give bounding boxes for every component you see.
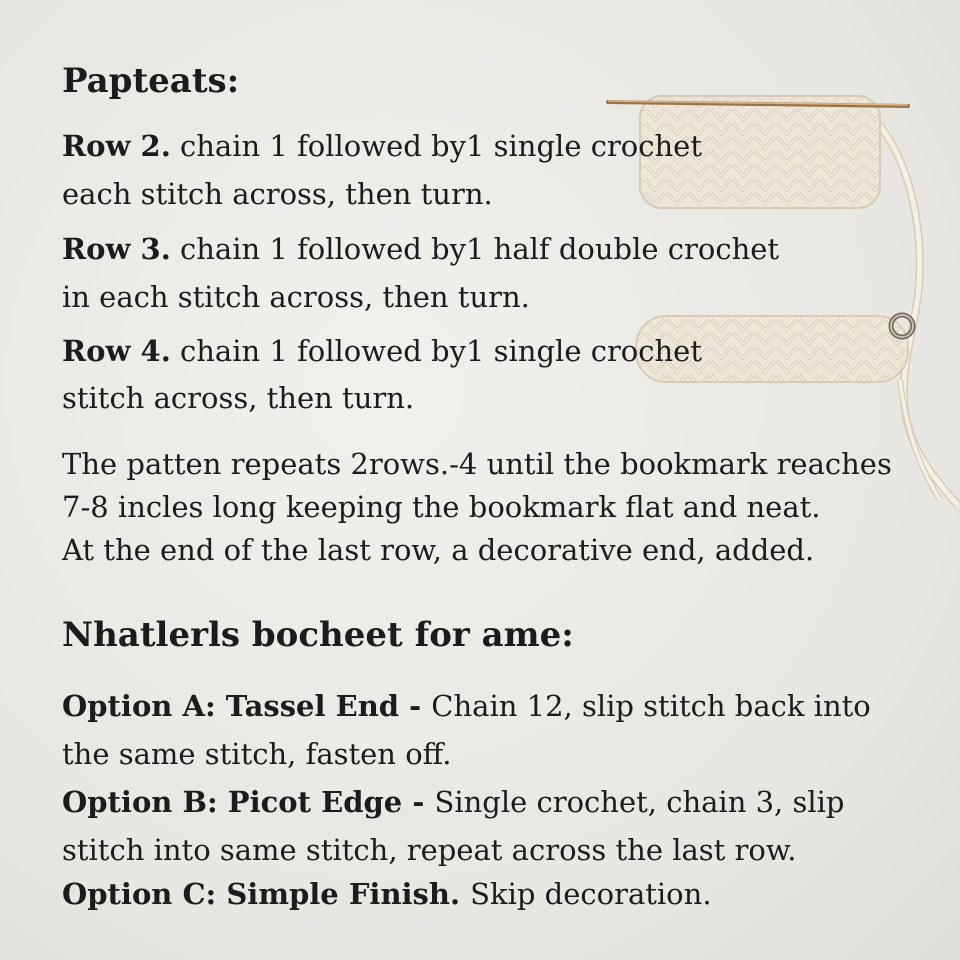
row-4-separator: . (160, 334, 171, 368)
row-3-line-2: in each stitch across, then turn. (62, 280, 530, 314)
row-3-text: chain 1 followed by1 half double crochet (170, 232, 780, 266)
option-a-line-2: the same stitch, fasten off. (62, 737, 452, 771)
option-b-line-1 (62, 785, 845, 819)
row-2-label: Row 2 (62, 129, 161, 163)
option-c-line-1 (62, 877, 712, 911)
row-3-label: Row 3 (62, 232, 161, 266)
row-2-line-2: each stitch across, then turn. (62, 177, 493, 211)
row-2-text: chain 1 followed by1 single crochet (170, 129, 703, 163)
option-b-label: Option B: Picot Edge (62, 785, 403, 819)
option-b-separator: - (402, 785, 435, 819)
section-heading: Nhatlerls bocheet for ame: (62, 615, 574, 655)
option-a-separator: - (399, 689, 432, 723)
repeat-line-3: At the end of the last row, a decorative end, added. (62, 533, 815, 567)
option-c-text: Skip decoration. (470, 877, 712, 911)
row-4-label: Row 4 (62, 334, 161, 368)
row-3-line-1 (62, 232, 780, 266)
repeat-line-2: 7-8 incles long keeping the bookmark flat and neat. (62, 490, 821, 524)
option-b-line-2: stitch into same stitch, repeat across the last row. (62, 833, 797, 867)
row-4-text: chain 1 followed by1 single crochet (170, 334, 703, 368)
row-3-separator: . (160, 232, 171, 266)
row-4-line-1 (62, 334, 703, 368)
option-c-label: Option C: Simple Finish (62, 877, 450, 911)
row-2-line-1 (62, 129, 703, 163)
repeat-line-1: The patten repeats 2rows.-4 until the bookmark reaches (62, 447, 892, 481)
option-a-label: Option A: Tassel End (62, 689, 400, 723)
option-a-line-1 (62, 689, 871, 723)
row-4-line-2: stitch across, then turn. (62, 381, 415, 415)
option-a-text: Chain 12, slip stitch back into (431, 689, 871, 723)
pattern-heading: Papteats: (62, 61, 240, 101)
option-c-separator: . (449, 877, 471, 911)
option-b-text: Single crochet, chain 3, slip (434, 785, 845, 819)
row-2-separator: . (160, 129, 171, 163)
